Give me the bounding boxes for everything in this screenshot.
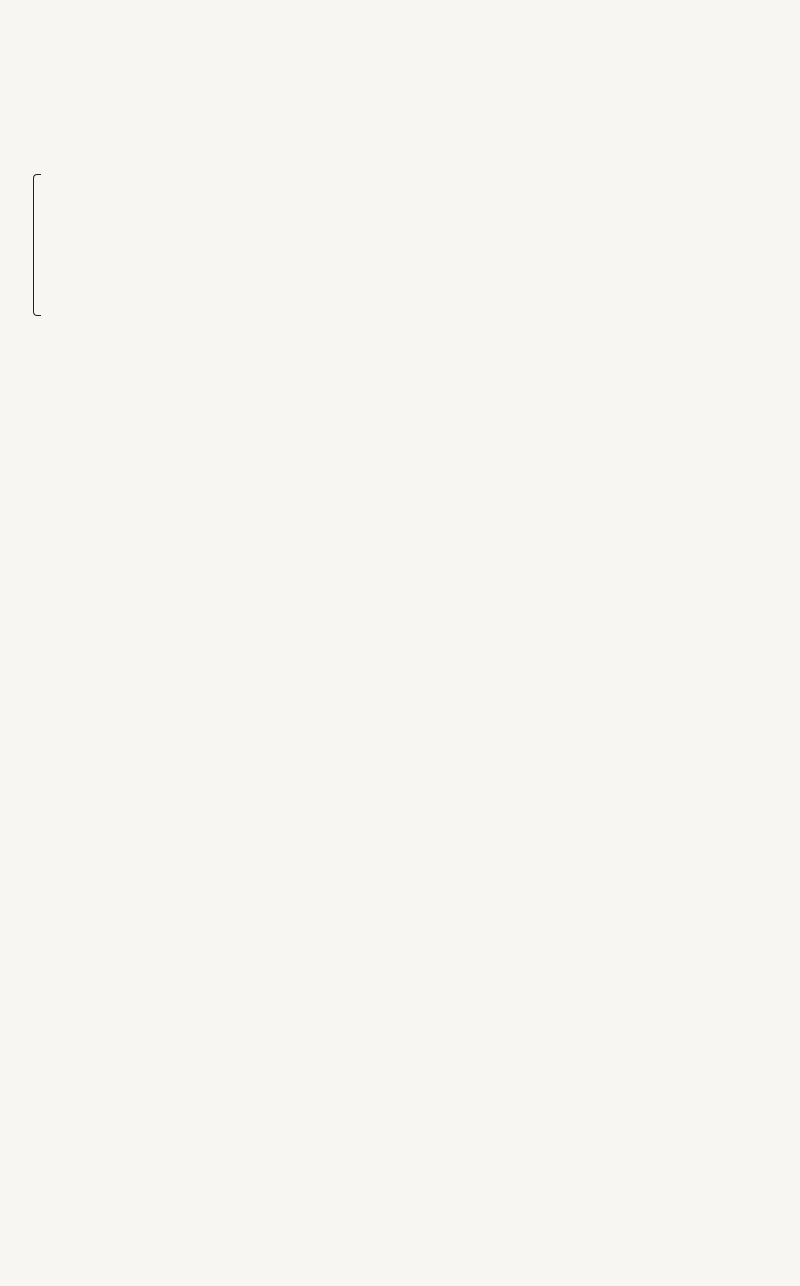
row-62-bracket xyxy=(33,174,41,316)
col-header-fag xyxy=(280,87,372,107)
